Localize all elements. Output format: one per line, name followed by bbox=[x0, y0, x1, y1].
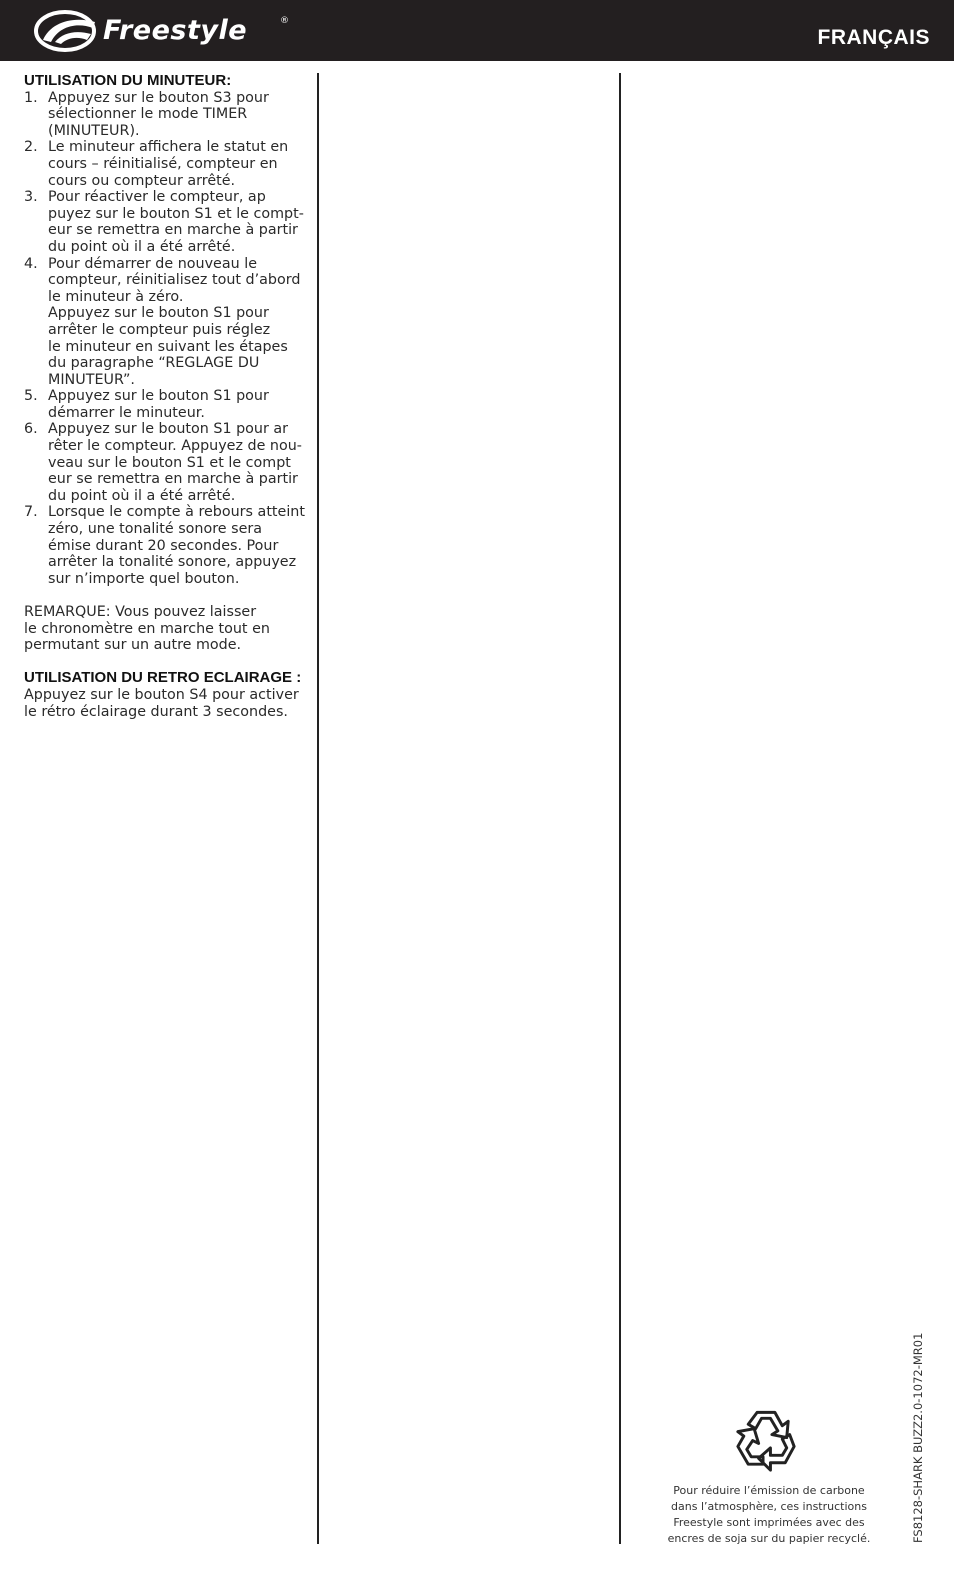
step-number: 4. bbox=[24, 255, 38, 272]
step-text-line: cours – réinitialisé, compteur en bbox=[48, 155, 278, 172]
step-text-line: sur n’importe quel bouton. bbox=[48, 570, 240, 587]
step-text-line: Le minuteur affichera le statut en bbox=[48, 139, 289, 156]
backlight-line: le rétro éclairage durant 3 secondes. bbox=[24, 703, 288, 720]
step-text-line: émise durant 20 secondes. Pour bbox=[48, 537, 279, 554]
step-text-line: du paragraphe “REGLAGE DU bbox=[48, 355, 260, 372]
step-text-line: Appuyez sur le bouton S3 pour bbox=[48, 89, 269, 106]
brand-name: Freestyle bbox=[103, 15, 248, 46]
step-text-line: rêter le compteur. Appuyez de nou- bbox=[48, 438, 302, 455]
page-header bbox=[0, 0, 954, 61]
step-text-line: eur se remettra en marche à partir bbox=[48, 222, 298, 239]
step-text-line: (MINUTEUR). bbox=[48, 122, 140, 139]
step-number: 7. bbox=[24, 504, 38, 521]
step-text-line: Pour réactiver le compteur, ap bbox=[48, 189, 266, 206]
step-text-line: sélectionner le mode TIMER bbox=[48, 106, 248, 123]
note-line: permutant sur un autre mode. bbox=[24, 637, 242, 654]
note-line: REMARQUE: Vous pouvez laisser bbox=[24, 604, 257, 620]
backlight-line: Appuyez sur le bouton S4 pour activer bbox=[24, 686, 299, 703]
timer-step bbox=[24, 504, 314, 587]
backlight-heading: UTILISATION DU RETRO ECLAIRAGE : bbox=[24, 669, 302, 687]
step-text-line: démarrer le minuteur. bbox=[48, 404, 205, 421]
step-number: 2. bbox=[24, 139, 38, 156]
registered-mark: ® bbox=[280, 16, 289, 26]
step-text-line: le minuteur à zéro. bbox=[48, 288, 184, 305]
column-divider-left bbox=[317, 73, 319, 1544]
step-text-line: zéro, une tonalité sonore sera bbox=[48, 521, 263, 538]
timer-step bbox=[24, 90, 314, 140]
step-number: 5. bbox=[24, 388, 38, 405]
step-text-line: arrêter la tonalité sonore, appuyez bbox=[48, 554, 297, 571]
instructions-column bbox=[24, 73, 314, 720]
step-text-line: puyez sur le bouton S1 et le compt- bbox=[48, 205, 304, 222]
eco-line: Pour réduire l’émission de carbone bbox=[673, 1484, 865, 1497]
backlight-text bbox=[24, 687, 314, 720]
timer-note bbox=[24, 604, 314, 654]
timer-step bbox=[24, 256, 314, 389]
freestyle-logo bbox=[33, 8, 303, 54]
eco-line: Freestyle sont imprimées avec des bbox=[673, 1516, 865, 1529]
column-divider-right bbox=[619, 73, 621, 1544]
step-text-line: MINUTEUR”. bbox=[48, 371, 135, 388]
step-text-line: du point où il a été arrêté. bbox=[48, 238, 236, 255]
timer-step bbox=[24, 189, 314, 255]
step-text-line: le minuteur en suivant les étapes bbox=[48, 338, 288, 355]
document-code: FS8128-SHARK BUZZ2.0-1072-MR01 bbox=[911, 1332, 925, 1543]
timer-steps-list bbox=[24, 90, 314, 588]
eco-line: dans l’atmosphère, ces instructions bbox=[671, 1500, 867, 1513]
step-text-line: Appuyez sur le bouton S1 pour bbox=[48, 388, 269, 405]
step-text-line: Appuyez sur le bouton S1 pour ar bbox=[48, 421, 289, 438]
eco-line: encres de soja sur du papier recyclé. bbox=[667, 1532, 871, 1545]
step-text-line: compteur, réinitialisez tout d’abord bbox=[48, 272, 301, 289]
note-line: le chronomètre en marche tout en bbox=[24, 620, 270, 637]
step-text-line: Lorsque le compte à rebours atteint bbox=[48, 504, 305, 521]
timer-step bbox=[24, 139, 314, 189]
step-text-line: du point où il a été arrêté. bbox=[48, 487, 236, 504]
eco-statement bbox=[656, 1483, 882, 1547]
freestyle-swoosh-icon bbox=[33, 8, 99, 54]
step-text-line: cours ou compteur arrêté. bbox=[48, 172, 236, 189]
step-text-line: Appuyez sur le bouton S1 pour bbox=[48, 305, 269, 322]
timer-heading: UTILISATION DU MINUTEUR: bbox=[24, 72, 232, 89]
recycle-icon bbox=[729, 1405, 803, 1479]
step-text-line: eur se remettra en marche à partir bbox=[48, 471, 298, 488]
timer-step bbox=[24, 388, 314, 421]
timer-step bbox=[24, 421, 314, 504]
language-label: FRANÇAIS bbox=[817, 26, 930, 49]
backlight-section bbox=[24, 670, 314, 720]
step-number: 3. bbox=[24, 189, 38, 206]
step-number: 1. bbox=[24, 89, 38, 106]
step-text-line: Pour démarrer de nouveau le bbox=[48, 255, 257, 272]
step-text-line: arrêter le compteur puis réglez bbox=[48, 321, 271, 338]
step-number: 6. bbox=[24, 421, 38, 438]
step-text-line: veau sur le bouton S1 et le compt bbox=[48, 454, 291, 471]
